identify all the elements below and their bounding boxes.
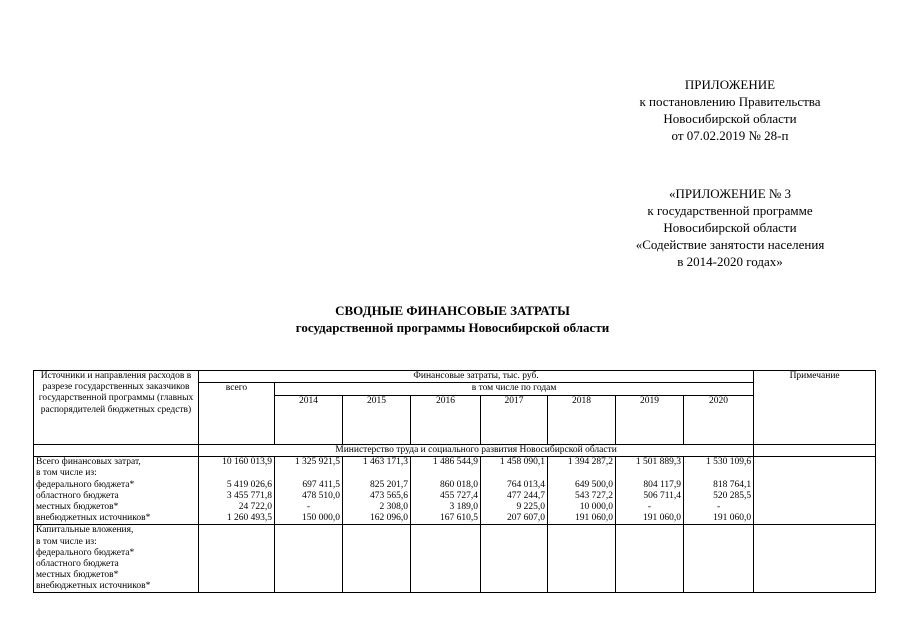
row-label: внебюджетных источников* bbox=[36, 513, 151, 524]
block2-note bbox=[754, 525, 876, 593]
row-label: внебюджетных источников* bbox=[36, 581, 151, 592]
table-cell: 825 201,7 bbox=[370, 479, 408, 490]
table-cell: 1 530 109,6 bbox=[705, 457, 752, 468]
table-cell: 2 308,0 bbox=[379, 501, 408, 512]
row-label: местных бюджетов* bbox=[36, 570, 119, 581]
table-cell: 191 060,0 bbox=[575, 513, 613, 524]
table-cell bbox=[343, 525, 411, 593]
block2-labels bbox=[34, 525, 199, 593]
table-cell: 543 727,2 bbox=[575, 490, 613, 501]
table-cell: - bbox=[647, 501, 652, 512]
header-year-2015: 2015 bbox=[343, 396, 411, 445]
table-cell bbox=[616, 525, 684, 593]
row-label: федерального бюджета* bbox=[36, 547, 135, 558]
block1-2018 bbox=[548, 457, 616, 525]
table-cell: 1 394 287,2 bbox=[567, 457, 613, 468]
header-year-2016: 2016 bbox=[411, 396, 481, 445]
appendix-line-1: ПРИЛОЖЕНИЕ bbox=[684, 77, 776, 92]
table-cell: 473 565,6 bbox=[370, 490, 408, 501]
table-cell: 191 060,0 bbox=[713, 513, 752, 524]
table-cell: 191 060,0 bbox=[643, 513, 681, 524]
table-cell: 1 501 889,3 bbox=[635, 457, 681, 468]
block1-2014 bbox=[275, 457, 343, 525]
header-source: Источники и направления расходов в разрезе государственных заказчиков государственной программы (главных распорядителей бюджетных средств) bbox=[34, 371, 199, 445]
title-line-2: государственной программы Новосибирской области bbox=[295, 320, 610, 335]
row-label: Капитальные вложения, bbox=[36, 525, 134, 536]
table-cell: 10 000,0 bbox=[579, 501, 613, 512]
header-year-2019: 2019 bbox=[616, 396, 684, 445]
table-cell: 764 013,4 bbox=[507, 479, 545, 490]
program-appendix-header bbox=[600, 185, 860, 270]
table-cell bbox=[201, 468, 272, 479]
table-cell bbox=[618, 468, 681, 479]
header-note: Примечание bbox=[754, 371, 876, 445]
table-cell bbox=[684, 525, 754, 593]
table-cell: 162 096,0 bbox=[370, 513, 408, 524]
table-cell: 3 189,0 bbox=[449, 501, 478, 512]
table-cell bbox=[481, 525, 548, 593]
table-cell: 520 285,5 bbox=[713, 490, 752, 501]
block1-2019 bbox=[616, 457, 684, 525]
table-cell bbox=[686, 468, 751, 479]
row-label: федерального бюджета* bbox=[36, 479, 135, 490]
table-row bbox=[34, 525, 876, 593]
table-cell: 5 419 026,6 bbox=[226, 479, 272, 490]
program-appendix-line-3: Новосибирской области bbox=[663, 220, 797, 235]
row-label: в том числе из: bbox=[36, 468, 97, 479]
program-appendix-line-5: в 2014-2020 годах» bbox=[677, 254, 783, 269]
ministry-note-cell bbox=[754, 445, 876, 457]
table-cell: 478 510,0 bbox=[302, 490, 340, 501]
block1-note bbox=[754, 457, 876, 525]
table-cell: 1 463 171,3 bbox=[362, 457, 408, 468]
table-cell: 477 244,7 bbox=[507, 490, 545, 501]
row-label: Всего финансовых затрат, bbox=[36, 457, 141, 468]
row-label: областного бюджета bbox=[36, 558, 119, 569]
table-cell: 1 260 493,5 bbox=[226, 513, 272, 524]
block1-2016 bbox=[411, 457, 481, 525]
table-cell: 150 000,0 bbox=[302, 513, 340, 524]
program-appendix-line-1: «ПРИЛОЖЕНИЕ № 3 bbox=[668, 186, 792, 201]
header-costs: Финансовые затраты, тыс. руб. bbox=[199, 371, 754, 383]
table-cell: 207 607,0 bbox=[507, 513, 545, 524]
header-incl-years: в том числе по годам bbox=[275, 383, 754, 396]
table-cell bbox=[345, 468, 408, 479]
table-cell: 1 486 544,9 bbox=[432, 457, 478, 468]
appendix-line-2: к постановлению Правительства bbox=[639, 94, 821, 109]
table-cell: 818 764,1 bbox=[713, 479, 752, 490]
table-row bbox=[34, 457, 876, 525]
table-cell: 697 411,5 bbox=[302, 479, 340, 490]
appendix-header bbox=[600, 76, 860, 144]
appendix-line-3: Новосибирской области bbox=[663, 111, 797, 126]
block1-2020 bbox=[684, 457, 754, 525]
program-appendix-line-2: к государственной программе bbox=[647, 203, 813, 218]
table-cell: 1 458 090,1 bbox=[499, 457, 545, 468]
table-cell: 649 500,0 bbox=[575, 479, 613, 490]
table-cell: 10 160 013,9 bbox=[222, 457, 272, 468]
table-cell bbox=[550, 468, 613, 479]
header-year-2014: 2014 bbox=[275, 396, 343, 445]
table-cell bbox=[548, 525, 616, 593]
table-cell: 455 727,4 bbox=[440, 490, 478, 501]
ministry-empty-cell bbox=[34, 445, 199, 457]
program-appendix-line-4: «Содействие занятости населения bbox=[635, 237, 825, 252]
header-year-2018: 2018 bbox=[548, 396, 616, 445]
table-cell: - bbox=[306, 501, 311, 512]
document-title bbox=[0, 302, 905, 336]
header-total: всего bbox=[199, 383, 275, 445]
row-label: местных бюджетов* bbox=[36, 501, 119, 512]
table-cell bbox=[275, 525, 343, 593]
financial-costs-table bbox=[33, 370, 876, 593]
table-cell: 860 018,0 bbox=[440, 479, 478, 490]
block1-2017 bbox=[481, 457, 548, 525]
header-year-2020: 2020 bbox=[684, 396, 754, 445]
table-cell bbox=[199, 525, 275, 593]
table-cell: 167 610,5 bbox=[440, 513, 478, 524]
block1-2015 bbox=[343, 457, 411, 525]
appendix-line-4: от 07.02.2019 № 28-п bbox=[671, 128, 789, 143]
table-cell: 1 325 921,5 bbox=[294, 457, 340, 468]
table-cell: 24 722,0 bbox=[238, 501, 272, 512]
table-cell bbox=[277, 468, 340, 479]
block1-total bbox=[199, 457, 275, 525]
table-cell bbox=[411, 525, 481, 593]
table-cell: 9 225,0 bbox=[516, 501, 545, 512]
row-label: в том числе из: bbox=[36, 536, 97, 547]
block1-labels bbox=[34, 457, 199, 525]
table-cell bbox=[413, 468, 478, 479]
table-cell: - bbox=[716, 501, 721, 512]
table-cell: 3 455 771,8 bbox=[226, 490, 272, 501]
ministry-row: Министерство труда и социального развития Новосибирской области bbox=[199, 445, 754, 457]
table-cell bbox=[483, 468, 545, 479]
table-cell: 506 711,4 bbox=[643, 490, 681, 501]
title-line-1: СВОДНЫЕ ФИНАНСОВЫЕ ЗАТРАТЫ bbox=[335, 303, 570, 318]
row-label: областного бюджета bbox=[36, 490, 119, 501]
table-cell: 804 117,9 bbox=[643, 479, 681, 490]
header-year-2017: 2017 bbox=[481, 396, 548, 445]
